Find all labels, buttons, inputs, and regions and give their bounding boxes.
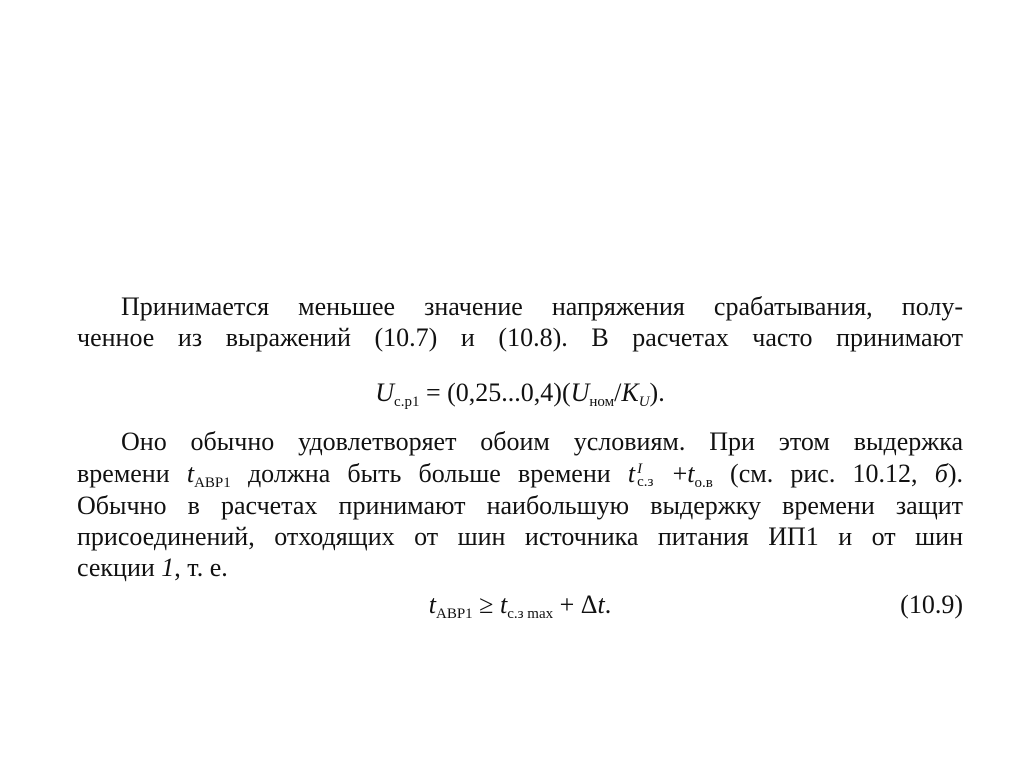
- formula-var: t: [597, 590, 605, 619]
- formula-var: U: [375, 378, 395, 407]
- paragraph-2-line-3: [77, 491, 963, 521]
- formula-2-body: [77, 590, 963, 620]
- text: присоединений, отходящих от шин источника питания ИП1 и от шин: [77, 522, 963, 551]
- formula-text: .: [604, 590, 612, 619]
- formula-1: [77, 378, 963, 408]
- paragraph-2-line-4: [77, 522, 963, 552]
- formula-sub: с.з: [637, 474, 654, 491]
- formula-sup: I: [637, 461, 643, 478]
- formula-var: t: [627, 459, 636, 488]
- text: ченное из выражений (10.7) и (10.8). В расчетах часто принимают: [77, 323, 963, 352]
- text: , т. е.: [174, 553, 228, 582]
- formula-text: /: [614, 378, 622, 407]
- formula-sub: АВР1: [194, 475, 231, 491]
- text: секции: [77, 553, 162, 582]
- formula-sub: ном: [589, 394, 615, 410]
- formula-sub: с.р1: [394, 394, 420, 410]
- text: (см. рис. 10.12,: [712, 459, 935, 488]
- text: +: [655, 459, 688, 488]
- text: должна быть больше времени: [230, 459, 628, 488]
- section-number: 1: [161, 553, 175, 582]
- text: Обычно в расчетах принимают наибольшую выдержку времени защит: [77, 491, 963, 520]
- formula-var: U: [570, 378, 590, 407]
- text: Принимается меньшее значение напряжения срабатывания, полу-: [121, 292, 963, 321]
- formula-var: K: [621, 378, 639, 407]
- formula-var: t: [499, 590, 508, 619]
- text: времени: [77, 459, 187, 488]
- sup-sub-stack: [637, 463, 653, 489]
- text: ).: [947, 459, 963, 488]
- figure-ref: б: [934, 459, 948, 488]
- formula-text: = (0,25...0,4)(: [419, 378, 571, 407]
- formula-2: [77, 590, 963, 620]
- paragraph-1-line-2: [77, 323, 963, 353]
- text: Оно обычно удовлетворяет обоим условиям. При этом выдержка: [121, 427, 963, 456]
- paragraph-2-line-2: [77, 459, 963, 489]
- formula-sub: U: [638, 394, 650, 410]
- formula-text: + Δ: [553, 590, 598, 619]
- formula-sub: АВР1: [435, 606, 473, 622]
- formula-sub: с.з max: [507, 606, 554, 622]
- equation-number: (10.9): [900, 590, 963, 619]
- formula-var: t: [186, 459, 195, 488]
- paragraph-2-line-5: [77, 553, 963, 583]
- formula-var: t: [428, 590, 436, 619]
- formula-sub: о.в: [694, 475, 713, 491]
- paragraph-2-line-1: [77, 427, 963, 457]
- formula-text: ).: [649, 378, 665, 407]
- paragraph-1-line-1: [77, 292, 963, 322]
- formula-var: t: [687, 459, 695, 488]
- formula-text: ≥: [472, 590, 500, 619]
